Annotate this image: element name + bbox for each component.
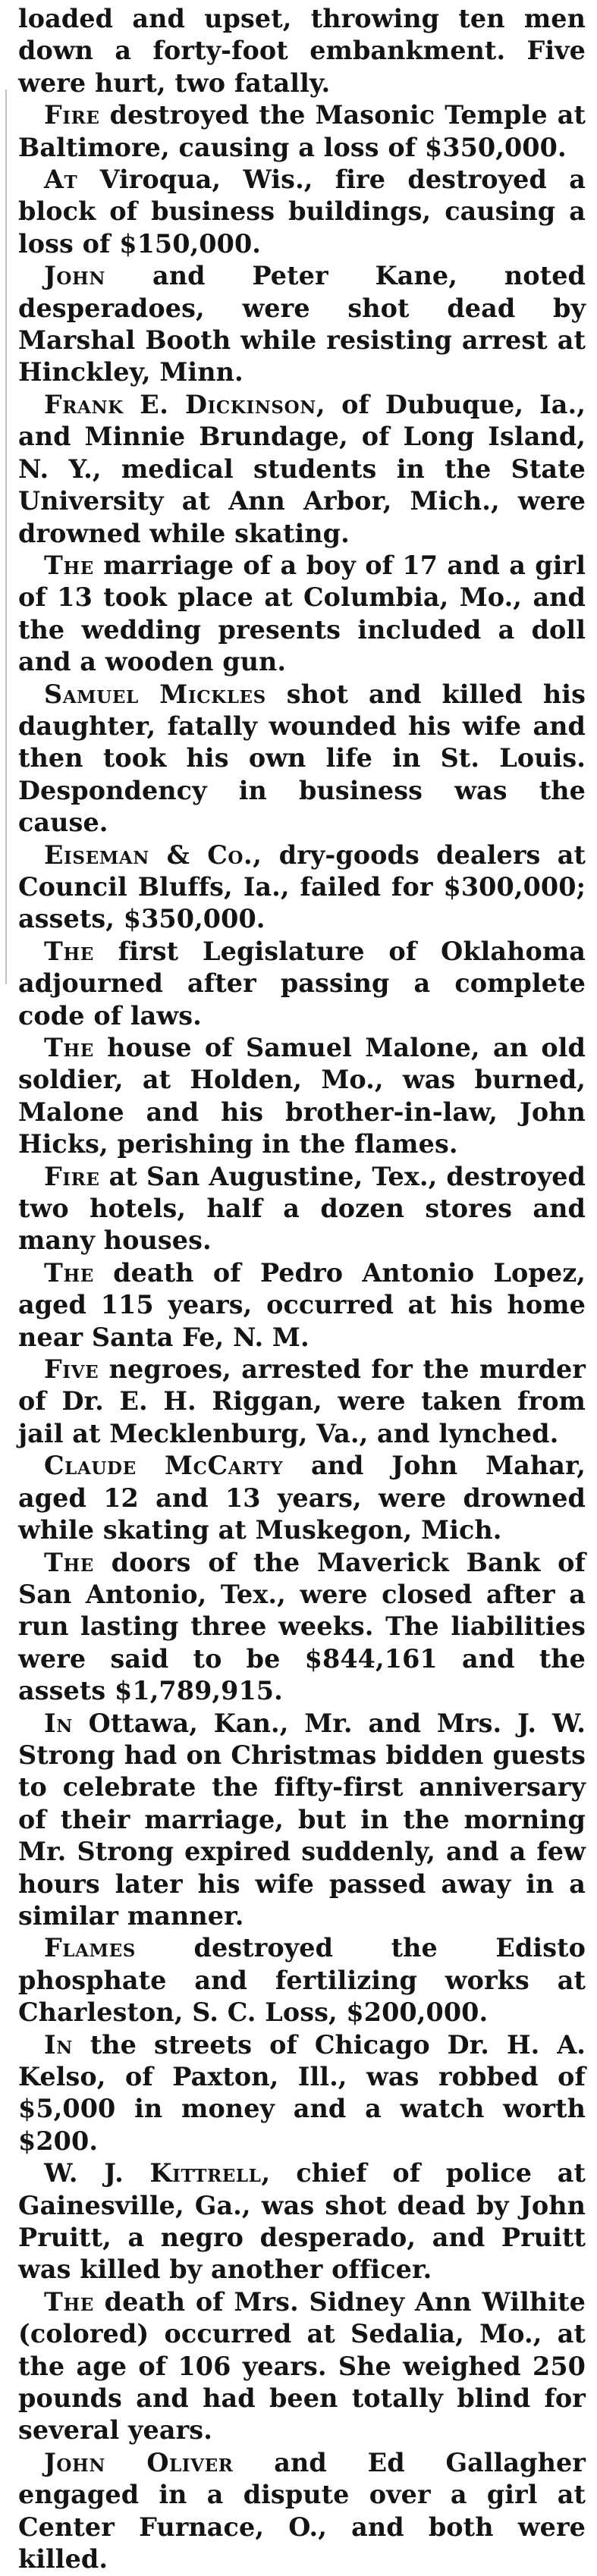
item-lead: Claude McCarty [44, 1451, 284, 1481]
news-item-18 [18, 2157, 586, 2286]
item-text: Ottawa, Kan., Mr. and Mrs. J. W. Strong had on Christmas bidden guests to celebrate the fifty-first anniversary of their marriage, but in the morning Mr. Strong expired suddenly, and a few hours later his wife passed away in a similar manner. [18, 1708, 586, 1931]
item-text: the streets of Chicago Dr. H. A. Kelso, of Paxton, Ill., was robbed of $5,000 in money and a watch worth $200. [18, 2029, 586, 2156]
item-lead: John [44, 261, 105, 291]
item-text: first Legislature of Oklahoma adjourned after passing a complete code of laws. [18, 936, 586, 1031]
news-item-2 [18, 164, 586, 260]
news-column [18, 3, 586, 2576]
item-lead: Frank E. Dickinson, [44, 389, 326, 419]
news-item-6 [18, 679, 586, 839]
news-item-12 [18, 1354, 586, 1450]
item-text: destroyed the Edisto phosphate and fertilizing works at Charleston, S. C. Loss, $200,000. [18, 1933, 586, 2028]
news-item-4 [18, 389, 586, 550]
item-text: and John Mahar, aged 12 and 13 years, were drowned while skating at Muskegon, Mich. [18, 1451, 586, 1545]
column-rule [5, 89, 7, 984]
item-lead: The [44, 1547, 94, 1577]
news-item-16 [18, 1932, 586, 2028]
news-item-1 [18, 99, 586, 164]
item-lead: The [44, 2286, 94, 2317]
item-lead: Fire [44, 100, 100, 130]
news-item-3 [18, 260, 586, 389]
item-lead: At [44, 165, 78, 195]
item-text: and Peter Kane, noted desperadoes, were shot dead by Marshal Booth while resisting arrest at Hinckley, Minn. [18, 261, 586, 387]
news-item-19 [18, 2286, 586, 2447]
news-item-20 [18, 2447, 586, 2576]
item-text: and Ed Gallagher engaged in a dispute over a girl at Center Furnace, O., and both were killed. [18, 2447, 586, 2574]
item-lead: Flames [44, 1933, 136, 1963]
item-text: negroes, arrested for the murder of Dr. E. H. Riggan, were taken from jail at Mecklenburg, Va., and lynched. [18, 1354, 586, 1448]
item-lead: Samuel Mickles [44, 679, 266, 709]
item-lead: Five [44, 1354, 99, 1385]
item-text: dry-goods dealers at Council Bluffs, Ia., failed for $300,000; assets, $350,000. [18, 839, 586, 934]
news-item-14 [18, 1547, 586, 1708]
news-item-7 [18, 839, 586, 936]
item-lead: The [44, 936, 94, 966]
item-lead: John Oliver [44, 2447, 234, 2477]
news-item-11 [18, 1257, 586, 1354]
item-text: death of Mrs. Sidney Ann Wilhite (colored) occurred at Sedalia, Mo., at the age of 106 years. She weighed 250 pounds and had been totally blind for several years. [18, 2286, 586, 2446]
item-text: destroyed the Masonic Temple at Baltimore, causing a loss of $350,000. [18, 100, 586, 162]
item-text: of Dubuque, Ia., and Minnie Brundage, of Long Island, N. Y., medical students in the State University at Ann Arbor, Mich., were drowned while skating. [18, 389, 586, 548]
news-item-10 [18, 1161, 586, 1257]
item-lead: Fire [44, 1161, 100, 1191]
item-text: house of Samuel Malone, an old soldier, at Holden, Mo., was burned, Malone and his brother-in-law, John Hicks, perishing in the flames. [18, 1033, 586, 1159]
item-text: chief of police at Gainesville, Ga., was shot dead by John Pruitt, a negro desperado, and Pruitt was killed by another officer. [18, 2158, 586, 2285]
item-lead: In [44, 1708, 73, 1738]
news-item-8 [18, 936, 586, 1032]
item-text: marriage of a boy of 17 and a girl of 13 took place at Columbia, Mo., and the wedding presents included a doll and a wooden gun. [18, 550, 586, 677]
item-text: Viroqua, Wis., fire destroyed a block of business buildings, causing a loss of $150,000. [18, 165, 586, 259]
item-text: loaded and upset, throwing ten men down a forty-foot embankment. Five were hurt, two fatally. [18, 4, 586, 98]
item-lead: In [44, 2029, 73, 2060]
item-text: doors of the Maverick Bank of San Antonio, Tex., were closed after a run lasting three weeks. The liabilities were said to be $844,161 and the assets $1,789,915. [18, 1547, 586, 1706]
news-item-9 [18, 1032, 586, 1161]
item-text: at San Augustine, Tex., destroyed two hotels, half a dozen stores and many houses. [18, 1161, 586, 1256]
item-text: shot and killed his daughter, fatally wounded his wife and then took his own life in St. Louis. Despondency in business was the cause. [18, 679, 586, 838]
item-lead: W. J. Kittrell, [44, 2158, 271, 2189]
item-lead: The [44, 1257, 94, 1288]
item-text: death of Pedro Antonio Lopez, aged 115 years, occurred at his home near Santa Fe, N. M. [18, 1257, 586, 1352]
news-item-17 [18, 2029, 586, 2158]
news-item-15 [18, 1708, 586, 1933]
news-item-5 [18, 550, 586, 679]
news-item-0 [18, 3, 586, 99]
news-item-13 [18, 1450, 586, 1546]
item-lead: The [44, 1033, 94, 1062]
item-lead: The [44, 550, 94, 580]
item-lead: Eiseman & Co., [44, 839, 262, 870]
